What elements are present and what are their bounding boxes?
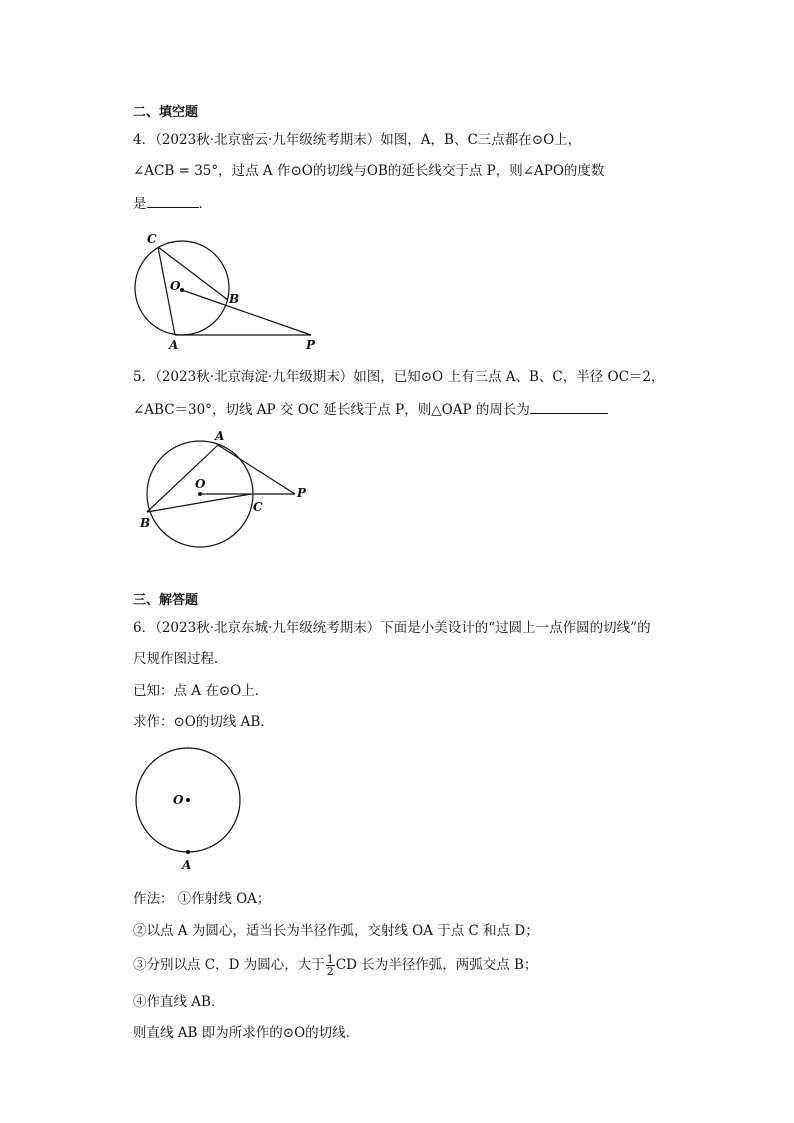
q6-center-dot [186,798,190,802]
q5-label-b: B [140,516,151,530]
q4-text-line2: ∠ACB = 35°，过点 A 作⊙O的切线与OB的延长线交于点 P，则∠APO的度数 [133,163,605,179]
q4-label-b: B [229,292,240,306]
q4-figure [125,228,325,353]
q4-text-line3 [133,194,212,213]
q6-frac-denominator: 2 [326,965,334,978]
q4-label-c: C [147,232,157,246]
q5-tangent-ap [218,445,295,494]
q4-label-o: O [170,279,181,293]
q6-step4: ④作直线 AB． [133,994,225,1010]
q6-label-o: O [173,793,184,807]
q6-text-line2: 尺规作图过程． [133,651,228,667]
q4-label-p: P [306,338,316,352]
q4-segment-cb [158,247,228,300]
q5-center-dot [198,492,202,496]
q6-figure [130,742,250,877]
q6-frac-numerator: 1 [326,953,334,966]
q6-point-a-dot [186,850,190,854]
q5-label-o: O [195,477,206,491]
q5-text-line2-content: ∠ABC＝30°，切线 AP 交 OC 延长线于点 P，则△OAP 的周长为 [133,402,530,418]
q4-text-line3-end: ． [198,196,212,212]
q4-label-a: A [169,338,179,352]
section-heading-fill-blank: 二、填空题 [133,105,199,120]
q4-center-dot [180,288,184,292]
q6-label-a: A [182,858,192,872]
q5-label-c: C [253,500,263,514]
q6-known: 已知：点 A 在⊙O上． [133,683,269,699]
section-heading-solve: 三、解答题 [133,593,199,608]
q5-label-p: P [297,486,307,500]
q5-answer-blank[interactable] [530,400,608,414]
q6-method-step1: 作法： ①作射线 OA； [133,891,271,907]
q6-step3 [133,954,537,977]
q5-text-line1: 5．（2023秋·北京海淀·九年级期末）如图，已知⊙O 上有三点 A、B、C，半径 OC＝2， [133,369,665,385]
q4-text-line3-start: 是 [133,196,147,212]
q6-conclusion: 则直线 AB 即为所求作的⊙O的切线. [133,1025,350,1041]
q6-construct: 求作：⊙O的切线 AB． [133,714,274,730]
q5-figure [135,428,315,553]
q6-text-line1: 6．（2023秋·北京东城·九年级统考期末）下面是小美设计的“过圆上一点作圆的切线”的 [133,620,651,636]
q6-step3-pre: ③分别以点 C，D 为圆心，大于 [133,957,325,973]
q4-answer-blank[interactable] [147,194,199,208]
q5-label-a: A [215,429,225,443]
q6-step2: ②以点 A 为圆心，适当长为半径作弧，交射线 OA 于点 C 和点 D； [133,923,539,939]
q4-line-op [182,290,311,335]
q6-fraction-half [326,954,335,977]
q6-step3-post: CD 长为半径作弧，两弧交点 B； [335,957,538,973]
q5-text-line2 [133,400,608,419]
q4-text-line1: 4．（2023秋·北京密云·九年级统考期末）如图，A，B、C三点都在⊙O上， [133,132,582,148]
